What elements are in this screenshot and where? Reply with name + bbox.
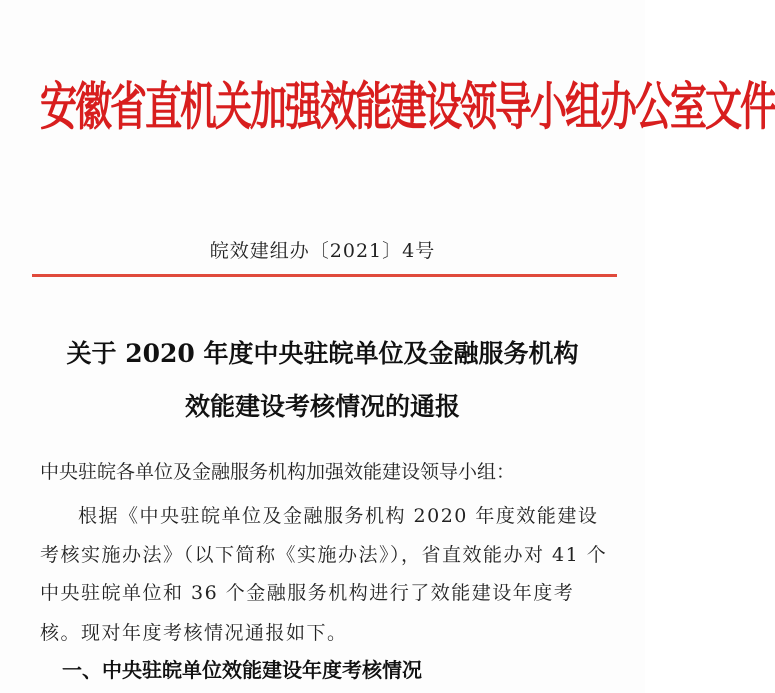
section-heading: 一、中央驻皖单位效能建设年度考核情况 <box>62 658 422 682</box>
paragraph-line: 核。现对年度考核情况通报如下。 <box>40 622 348 644</box>
addressee-line: 中央驻皖各单位及金融服务机构加强效能建设领导小组： <box>40 461 516 483</box>
notice-title-line-1: 关于 2020 年度中央驻皖单位及金融服务机构 <box>66 339 579 368</box>
issuer-title: 安徽省直机关加强效能建设领导小组办公室文件 <box>40 75 775 138</box>
notice-title-line-2: 效能建设考核情况的通报 <box>184 392 460 421</box>
paragraph-line: 考核实施办法》（以下简称《实施办法》），省直效能办对 41 个 <box>40 544 608 566</box>
paragraph-line: 中央驻皖单位和 36 个金融服务机构进行了效能建设年度考 <box>40 582 575 604</box>
red-divider-line <box>32 274 617 277</box>
paragraph-line: 根据《中央驻皖单位及金融服务机构 2020 年度效能建设 <box>78 505 599 527</box>
document-number: 皖效建组办〔2021〕4号 <box>209 240 436 262</box>
